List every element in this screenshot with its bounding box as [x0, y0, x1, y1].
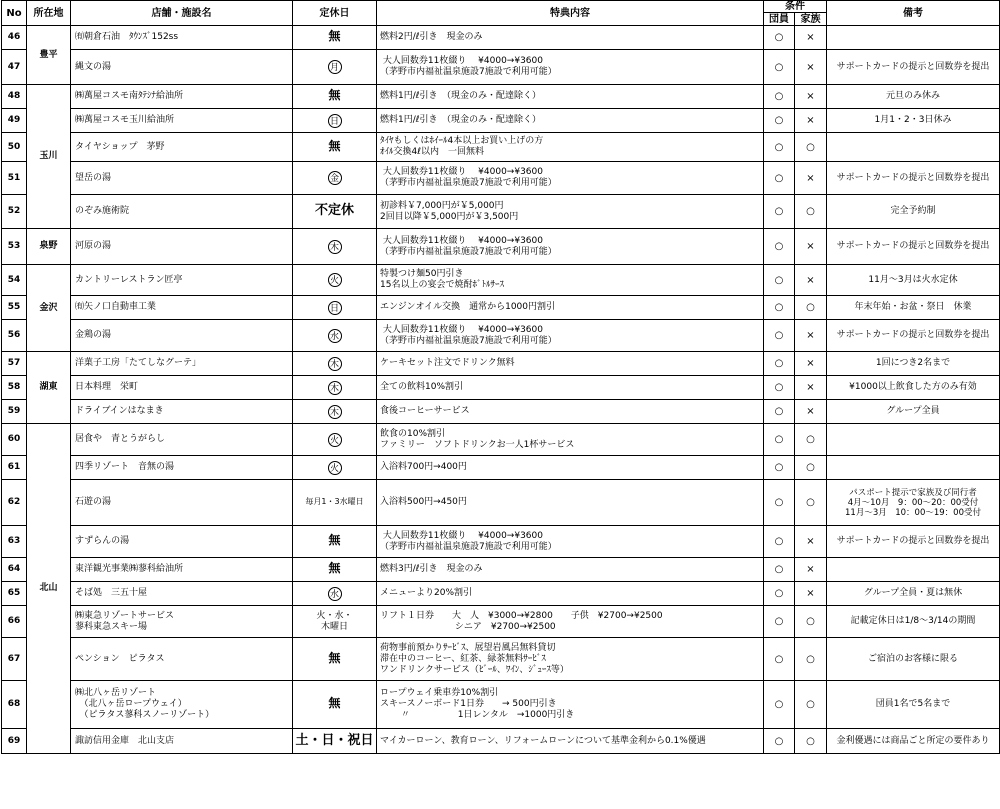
- store-name: 縄文の湯: [71, 50, 293, 85]
- holiday-cell: [293, 229, 377, 265]
- weekday-circle: 日: [328, 301, 342, 315]
- store-name: 日本料理 栄町: [71, 376, 293, 400]
- benefits-table: [1, 0, 1000, 754]
- table-row: [2, 606, 1000, 638]
- row-number: 66: [2, 606, 27, 638]
- table-row: [2, 526, 1000, 558]
- row-number: 54: [2, 265, 27, 296]
- row-number: 50: [2, 133, 27, 162]
- row-number: 49: [2, 109, 27, 133]
- notes-cell: サポートカードの提示と回数券を提出: [827, 162, 1000, 195]
- notes-cell: ご宿泊のお客様に限る: [827, 638, 1000, 681]
- family-condition: ○: [795, 638, 827, 681]
- benefit-cell: ロープウェイ乗車券10%割引 スキースノーボード1日券 → 500円引き 〃 1日レンタル →1000円引き: [377, 681, 764, 729]
- table-row: [2, 400, 1000, 424]
- store-name: ㈱萬屋コスモ南ﾀﾃｼﾅ給油所: [71, 85, 293, 109]
- table-row: [2, 376, 1000, 400]
- header-store: 店舗・施設名: [71, 1, 293, 26]
- member-condition: ○: [764, 26, 795, 50]
- store-name: すずらんの湯: [71, 526, 293, 558]
- holiday-cell: [293, 400, 377, 424]
- benefit-cell: 食後コーヒーサービス: [377, 400, 764, 424]
- family-condition: ○: [795, 456, 827, 480]
- notes-cell: 1月1・2・3日休み: [827, 109, 1000, 133]
- header-notes: 備考: [827, 1, 1000, 26]
- family-condition: ×: [795, 400, 827, 424]
- member-condition: ○: [764, 133, 795, 162]
- header-holiday: 定休日: [293, 1, 377, 26]
- holiday-cell: [293, 296, 377, 320]
- store-name: ㈱北八ヶ岳リゾート （北八ヶ岳ロープウェイ） （ピラタス蓼科スノーリゾート）: [71, 681, 293, 729]
- notes-cell: グループ全員: [827, 400, 1000, 424]
- notes-cell: サポートカードの提示と回数券を提出: [827, 320, 1000, 352]
- benefit-cell: 全ての飲料10%割引: [377, 376, 764, 400]
- notes-cell: [827, 133, 1000, 162]
- row-number: 53: [2, 229, 27, 265]
- table-row: [2, 729, 1000, 754]
- store-name: ㈱萬屋コスモ玉川給油所: [71, 109, 293, 133]
- family-condition: ○: [795, 195, 827, 229]
- weekday-circle: 水: [328, 587, 342, 601]
- table-row: [2, 162, 1000, 195]
- holiday-cell: [293, 265, 377, 296]
- family-condition: ○: [795, 424, 827, 456]
- benefit-cell: マイカーローン、教育ローン、リフォームローンについて基準金利から0.1%優遇: [377, 729, 764, 754]
- table-row: [2, 681, 1000, 729]
- member-condition: ○: [764, 109, 795, 133]
- benefit-cell: 特製つけ麺50円引き 15名以上の宴会で焼酎ﾎﾞﾄﾙｻｰｽ: [377, 265, 764, 296]
- family-condition: ×: [795, 558, 827, 582]
- area-cell: 豊平: [27, 26, 71, 85]
- holiday-cell: [293, 352, 377, 376]
- benefit-cell: 燃料3円/ℓ引き 現金のみ: [377, 558, 764, 582]
- table-row: [2, 456, 1000, 480]
- header-benefit: 特典内容: [377, 1, 764, 26]
- member-condition: ○: [764, 162, 795, 195]
- store-name: 居食や 青とうがらし: [71, 424, 293, 456]
- holiday-cell: [293, 638, 377, 681]
- store-name: ドライブインはなまき: [71, 400, 293, 424]
- member-condition: ○: [764, 400, 795, 424]
- table-row: [2, 133, 1000, 162]
- weekday-circle: 木: [328, 405, 342, 419]
- store-name: 東洋観光事業㈱蓼科給油所: [71, 558, 293, 582]
- store-name: タイヤショップ 茅野: [71, 133, 293, 162]
- holiday-cell: [293, 376, 377, 400]
- benefit-cell: 大人回数券11枚綴り ¥4000→¥3600 （茅野市内福祉温泉施設7施設で利用可能）: [377, 229, 764, 265]
- store-name: 四季リゾート 音無の湯: [71, 456, 293, 480]
- notes-cell: 完全予約制: [827, 195, 1000, 229]
- notes-cell: 団員1名で5名まで: [827, 681, 1000, 729]
- benefit-cell: 燃料1円/ℓ引き （現金のみ・配達除く）: [377, 109, 764, 133]
- header-conditions: 条件: [764, 1, 827, 13]
- member-condition: ○: [764, 320, 795, 352]
- member-condition: ○: [764, 582, 795, 606]
- holiday-cell: [293, 456, 377, 480]
- benefit-cell: 荷物事前預かりｻｰﾋﾞｽ、展望岩風呂無料貸切 滞在中のコーヒー、紅茶、緑茶無料ｻｰﾋﾞｽ ワンドリンクサービス（ﾋﾞｰﾙ、ﾜｲﾝ、ｼﾞｭｰｽ等）: [377, 638, 764, 681]
- row-number: 62: [2, 480, 27, 526]
- store-name: カントリーレストラン匠亭: [71, 265, 293, 296]
- holiday-text: 無: [328, 650, 341, 665]
- benefit-cell: 飲食の10%割引 ファミリー ソフトドリンクお一人1杯サービス: [377, 424, 764, 456]
- notes-cell: [827, 424, 1000, 456]
- notes-cell: サポートカードの提示と回数券を提出: [827, 50, 1000, 85]
- weekday-circle: 木: [328, 240, 342, 254]
- notes-cell: ¥1000以上飲食した方のみ有効: [827, 376, 1000, 400]
- header-member: 団員: [764, 13, 795, 26]
- family-condition: ×: [795, 85, 827, 109]
- member-condition: ○: [764, 195, 795, 229]
- store-name: ㈲朝倉石油 ﾀｳﾝｽﾞ152ss: [71, 26, 293, 50]
- holiday-text: 無: [328, 696, 341, 710]
- family-condition: ○: [795, 729, 827, 754]
- benefit-cell: メニューより20%割引: [377, 582, 764, 606]
- row-number: 65: [2, 582, 27, 606]
- table-row: [2, 195, 1000, 229]
- member-condition: ○: [764, 376, 795, 400]
- header-no: No: [2, 1, 27, 26]
- table-row: [2, 558, 1000, 582]
- benefit-cell: 大人回数券11枚綴り ¥4000→¥3600 （茅野市内福祉温泉施設7施設で利用可能）: [377, 526, 764, 558]
- holiday-text: 無: [328, 29, 341, 43]
- row-number: 52: [2, 195, 27, 229]
- notes-cell: 年末年始・お盆・祭日 休業: [827, 296, 1000, 320]
- weekday-circle: 木: [328, 357, 342, 371]
- holiday-text: 無: [328, 138, 341, 153]
- table-row: [2, 582, 1000, 606]
- row-number: 67: [2, 638, 27, 681]
- member-condition: ○: [764, 456, 795, 480]
- member-condition: ○: [764, 265, 795, 296]
- holiday-cell: [293, 480, 377, 526]
- notes-cell: 記載定休日は1/8～3/14の期間: [827, 606, 1000, 638]
- header-family: 家族: [795, 13, 827, 26]
- row-number: 51: [2, 162, 27, 195]
- notes-cell: グループ全員・夏は無休: [827, 582, 1000, 606]
- store-name: のぞみ施術院: [71, 195, 293, 229]
- holiday-cell: [293, 681, 377, 729]
- member-condition: ○: [764, 85, 795, 109]
- table-row: [2, 50, 1000, 85]
- member-condition: ○: [764, 526, 795, 558]
- notes-cell: 元旦のみ休み: [827, 85, 1000, 109]
- store-name: 金鶏の湯: [71, 320, 293, 352]
- benefit-cell: エンジンオイル交換 通常から1000円割引: [377, 296, 764, 320]
- row-number: 48: [2, 85, 27, 109]
- row-number: 46: [2, 26, 27, 50]
- holiday-cell: [293, 558, 377, 582]
- table-row: [2, 109, 1000, 133]
- table-row: [2, 296, 1000, 320]
- holiday-text: 無: [328, 533, 341, 547]
- holiday-text: 不定休: [314, 203, 354, 218]
- member-condition: ○: [764, 50, 795, 85]
- benefit-cell: 燃料2円/ℓ引き 現金のみ: [377, 26, 764, 50]
- weekday-circle: 月: [328, 60, 342, 74]
- benefit-cell: ケーキセット注文でドリンク無料: [377, 352, 764, 376]
- benefit-cell: リフト１日券 大 人 ¥3000→¥2800 子供 ¥2700→¥2500 シニア ¥2700→¥2500: [377, 606, 764, 638]
- member-condition: ○: [764, 296, 795, 320]
- family-condition: ○: [795, 681, 827, 729]
- family-condition: ○: [795, 480, 827, 526]
- header-area: 所在地: [27, 1, 71, 26]
- holiday-text: 毎月1・3水曜日: [305, 497, 364, 506]
- family-condition: ×: [795, 582, 827, 606]
- benefit-cell: 大人回数券11枚綴り ¥4000→¥3600 （茅野市内福祉温泉施設7施設で利用可能）: [377, 162, 764, 195]
- row-number: 68: [2, 681, 27, 729]
- notes-cell: 1回につき2名まで: [827, 352, 1000, 376]
- row-number: 47: [2, 50, 27, 85]
- table-row: [2, 85, 1000, 109]
- family-condition: ○: [795, 133, 827, 162]
- family-condition: ○: [795, 296, 827, 320]
- benefit-cell: 入浴料500円→450円: [377, 480, 764, 526]
- family-condition: ×: [795, 26, 827, 50]
- member-condition: ○: [764, 352, 795, 376]
- holiday-cell: [293, 320, 377, 352]
- holiday-text: 火・水・ 木曜日: [316, 610, 353, 632]
- holiday-cell: [293, 424, 377, 456]
- store-name: ㈲矢ノ口自動車工業: [71, 296, 293, 320]
- row-number: 69: [2, 729, 27, 754]
- store-name: 石遊の湯: [71, 480, 293, 526]
- weekday-circle: 火: [328, 461, 342, 475]
- area-cell: 湖東: [27, 352, 71, 424]
- family-condition: ×: [795, 109, 827, 133]
- holiday-cell: [293, 50, 377, 85]
- benefit-cell: ﾀｲﾔもしくはﾎｲｰﾙ4本以上お買い上げの方 ｵｲﾙ交換4ℓ以内 一回無料: [377, 133, 764, 162]
- table-row: [2, 26, 1000, 50]
- store-name: そば処 三五十屋: [71, 582, 293, 606]
- store-name: ㈱東急リゾートサービス 蓼科東急スキー場: [71, 606, 293, 638]
- benefit-cell: 入浴料700円→400円: [377, 456, 764, 480]
- member-condition: ○: [764, 638, 795, 681]
- weekday-circle: 日: [328, 114, 342, 128]
- benefit-cell: 初診料￥7,000円が￥5,000円 2回目以降￥5,000円が￥3,500円: [377, 195, 764, 229]
- table-row: [2, 424, 1000, 456]
- benefit-cell: 大人回数券11枚綴り ¥4000→¥3600 （茅野市内福祉温泉施設7施設で利用可能）: [377, 50, 764, 85]
- notes-cell: [827, 26, 1000, 50]
- weekday-circle: 木: [328, 381, 342, 395]
- holiday-text: 土・日・祝日: [295, 732, 374, 748]
- member-condition: ○: [764, 729, 795, 754]
- holiday-cell: [293, 606, 377, 638]
- holiday-cell: [293, 85, 377, 109]
- member-condition: ○: [764, 480, 795, 526]
- row-number: 58: [2, 376, 27, 400]
- store-name: 諏訪信用金庫 北山支店: [71, 729, 293, 754]
- holiday-cell: [293, 195, 377, 229]
- row-number: 59: [2, 400, 27, 424]
- family-condition: ×: [795, 376, 827, 400]
- holiday-text: 無: [328, 561, 341, 575]
- notes-cell: 11月～3月は火水定休: [827, 265, 1000, 296]
- family-condition: ×: [795, 526, 827, 558]
- member-condition: ○: [764, 424, 795, 456]
- holiday-cell: [293, 582, 377, 606]
- row-number: 61: [2, 456, 27, 480]
- holiday-text: 無: [328, 88, 341, 102]
- family-condition: ×: [795, 50, 827, 85]
- row-number: 56: [2, 320, 27, 352]
- notes-cell: パスポート提示で家族及び同行者 4月～10月 9：00～20：00受付 11月～3月 10：00～19：00受付: [827, 480, 1000, 526]
- store-name: 洋菓子工房「たてしなグーテ」: [71, 352, 293, 376]
- table-row: [2, 480, 1000, 526]
- member-condition: ○: [764, 606, 795, 638]
- holiday-cell: [293, 133, 377, 162]
- store-name: 望岳の湯: [71, 162, 293, 195]
- family-condition: ×: [795, 265, 827, 296]
- table-row: [2, 265, 1000, 296]
- weekday-circle: 火: [328, 433, 342, 447]
- weekday-circle: 火: [328, 273, 342, 287]
- family-condition: ×: [795, 162, 827, 195]
- row-number: 57: [2, 352, 27, 376]
- table-row: [2, 352, 1000, 376]
- weekday-circle: 水: [328, 329, 342, 343]
- holiday-cell: [293, 26, 377, 50]
- notes-cell: [827, 456, 1000, 480]
- notes-cell: サポートカードの提示と回数券を提出: [827, 229, 1000, 265]
- holiday-cell: [293, 729, 377, 754]
- notes-cell: [827, 558, 1000, 582]
- area-cell: 玉川: [27, 85, 71, 229]
- table-row: [2, 320, 1000, 352]
- member-condition: ○: [764, 229, 795, 265]
- store-name: ペンション ピラタス: [71, 638, 293, 681]
- weekday-circle: 金: [328, 171, 342, 185]
- table-row: [2, 638, 1000, 681]
- table-row: [2, 229, 1000, 265]
- area-cell: 金沢: [27, 265, 71, 352]
- family-condition: ○: [795, 606, 827, 638]
- row-number: 60: [2, 424, 27, 456]
- family-condition: ×: [795, 229, 827, 265]
- notes-cell: サポートカードの提示と回数券を提出: [827, 526, 1000, 558]
- holiday-cell: [293, 162, 377, 195]
- benefit-cell: 燃料1円/ℓ引き （現金のみ・配達除く）: [377, 85, 764, 109]
- member-condition: ○: [764, 558, 795, 582]
- family-condition: ×: [795, 320, 827, 352]
- holiday-cell: [293, 526, 377, 558]
- row-number: 64: [2, 558, 27, 582]
- row-number: 55: [2, 296, 27, 320]
- area-cell: 北山: [27, 424, 71, 754]
- notes-cell: 金利優遇には商品ごと所定の要件あり: [827, 729, 1000, 754]
- area-cell: 泉野: [27, 229, 71, 265]
- holiday-cell: [293, 109, 377, 133]
- benefit-cell: 大人回数券11枚綴り ¥4000→¥3600 （茅野市内福祉温泉施設7施設で利用可能）: [377, 320, 764, 352]
- row-number: 63: [2, 526, 27, 558]
- family-condition: ×: [795, 352, 827, 376]
- member-condition: ○: [764, 681, 795, 729]
- store-name: 河原の湯: [71, 229, 293, 265]
